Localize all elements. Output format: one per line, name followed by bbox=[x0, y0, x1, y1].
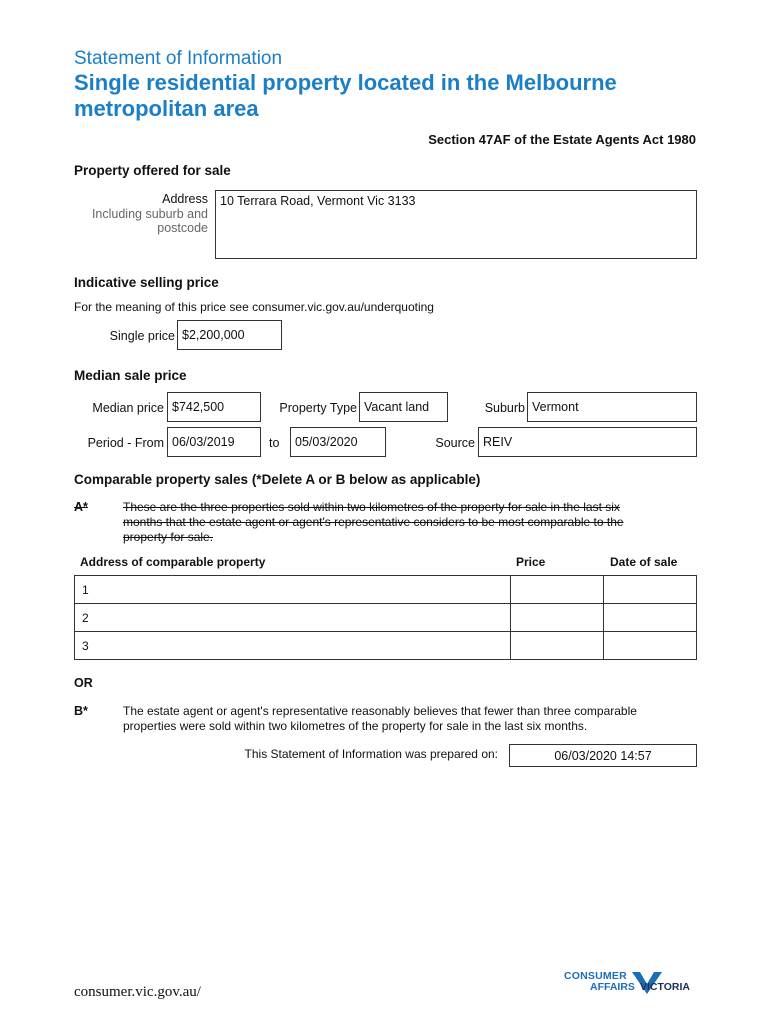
source-field[interactable]: REIV bbox=[478, 427, 697, 457]
comparable-price-cell[interactable] bbox=[511, 604, 604, 632]
period-from-field[interactable]: 06/03/2019 bbox=[167, 427, 261, 457]
option-a-line2: months that the estate agent or agent's representative considers to be most comparable to the bbox=[123, 515, 624, 529]
comparable-date-cell[interactable] bbox=[604, 632, 697, 660]
comparable-address-cell[interactable]: 3 bbox=[75, 632, 511, 660]
comparable-date-cell[interactable] bbox=[604, 604, 697, 632]
section-reference: Section 47AF of the Estate Agents Act 1980 bbox=[428, 132, 696, 147]
single-price-field[interactable]: $2,200,000 bbox=[177, 320, 282, 350]
address-hint-line2: postcode bbox=[157, 221, 208, 235]
logo-text-line3: VICTORIA bbox=[640, 981, 690, 993]
property-type-field[interactable]: Vacant land bbox=[359, 392, 448, 422]
median-price-label: Median price bbox=[92, 401, 164, 415]
col-date-header: Date of sale bbox=[610, 555, 678, 569]
period-to-label: to bbox=[269, 436, 280, 450]
comparable-date-cell[interactable] bbox=[604, 576, 697, 604]
comparable-heading: Comparable property sales (*Delete A or B below as applicable) bbox=[74, 472, 481, 487]
footer-url[interactable]: consumer.vic.gov.au/ bbox=[74, 984, 201, 1000]
option-a-line3: property for sale. bbox=[123, 530, 214, 544]
table-row bbox=[75, 632, 697, 660]
document-subtitle: Single residential property located in the Melbourne metropolitan area bbox=[74, 70, 617, 121]
comparable-address-cell[interactable]: 2 bbox=[75, 604, 511, 632]
option-a-label: A* bbox=[74, 500, 88, 514]
source-label: Source bbox=[435, 436, 475, 450]
property-type-label: Property Type bbox=[279, 401, 357, 415]
logo-text-line1: CONSUMER bbox=[564, 970, 627, 982]
option-a-line1: These are the three properties sold within two kilometres of the property for sale in the last six bbox=[123, 500, 620, 514]
option-b-label: B* bbox=[74, 704, 88, 718]
col-price-header: Price bbox=[516, 555, 546, 569]
document-title: Statement of Information bbox=[74, 48, 283, 69]
suburb-field[interactable]: Vermont bbox=[527, 392, 697, 422]
table-row bbox=[75, 576, 697, 604]
period-to-field[interactable]: 05/03/2020 bbox=[290, 427, 386, 457]
median-price-field[interactable]: $742,500 bbox=[167, 392, 261, 422]
comparable-table bbox=[74, 575, 697, 660]
single-price-label: Single price bbox=[109, 329, 175, 343]
or-label: OR bbox=[74, 676, 93, 690]
address-label: Address bbox=[162, 192, 208, 206]
consumer-affairs-victoria-logo bbox=[562, 968, 702, 1002]
address-field[interactable]: 10 Terrara Road, Vermont Vic 3133 bbox=[215, 190, 697, 259]
prepared-on-label: This Statement of Information was prepared on: bbox=[244, 747, 498, 761]
option-b-line1: The estate agent or agent's representative reasonably believes that fewer than three comparable bbox=[123, 704, 637, 718]
comparable-address-cell[interactable]: 1 bbox=[75, 576, 511, 604]
suburb-label: Suburb bbox=[484, 401, 525, 415]
address-hint-line1: Including suburb and bbox=[91, 207, 208, 221]
prepared-on-field[interactable]: 06/03/2020 14:57 bbox=[509, 744, 697, 767]
option-b-line2: properties were sold within two kilometres of the property for sale in the last six months. bbox=[123, 719, 588, 733]
indicative-heading: Indicative selling price bbox=[74, 275, 219, 290]
property-heading: Property offered for sale bbox=[74, 163, 231, 178]
col-address-header: Address of comparable property bbox=[80, 555, 266, 569]
period-from-label: Period - From bbox=[87, 436, 164, 450]
comparable-price-cell[interactable] bbox=[511, 576, 604, 604]
comparable-price-cell[interactable] bbox=[511, 632, 604, 660]
logo-text-line2: AFFAIRS bbox=[590, 981, 635, 993]
indicative-note: For the meaning of this price see consumer.vic.gov.au/underquoting bbox=[74, 300, 434, 314]
median-heading: Median sale price bbox=[74, 368, 187, 383]
table-row bbox=[75, 604, 697, 632]
